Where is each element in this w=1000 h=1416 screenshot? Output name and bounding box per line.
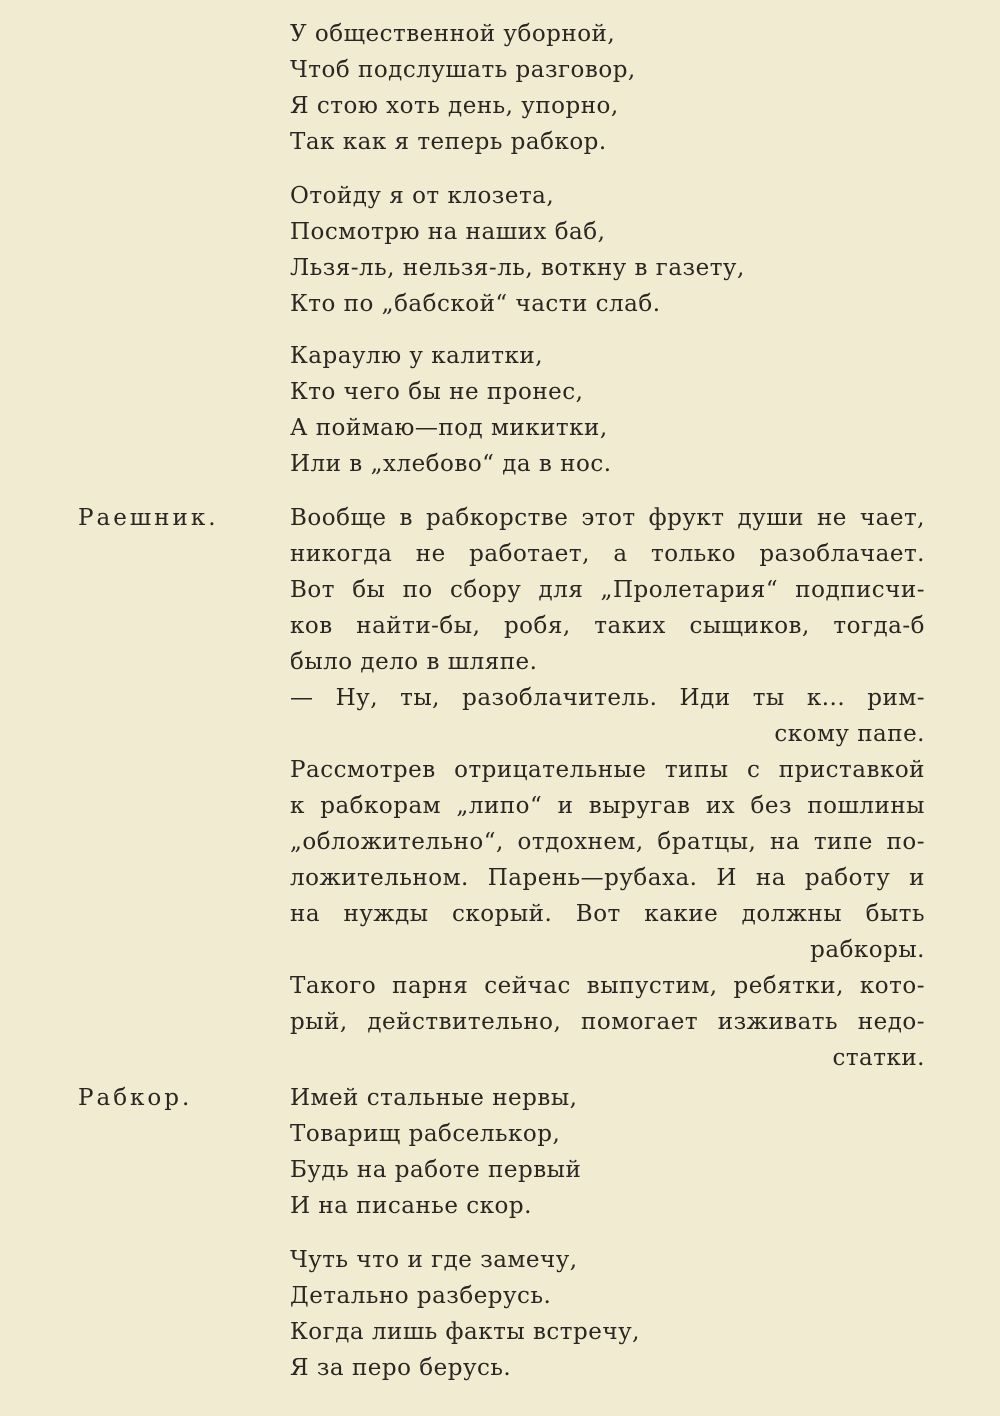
prose-line: „обложительно“, отдохнем, братцы, на типе по- [290,829,925,855]
prose-line: рый, действительно, помогает изживать недо- [290,1009,925,1035]
prose-line: на нужды скорый. Вот какие должны быть [290,901,925,927]
verse-line: Товарищ рабселькор, [290,1121,561,1147]
prose-line-end: скому папе. [774,721,925,747]
verse-line: Имей стальные нервы, [290,1085,578,1111]
verse-stanza-2 [290,178,745,322]
prose-line: никогда не работает, а только разоблачает. [290,541,925,567]
verse-line: Посмотрю на наших баб, [290,219,606,245]
prose-line: Рассмотрев отрицательные типы с приставкой [290,757,925,783]
verse-line: Кто по „бабской“ части слаб. [290,291,661,317]
prose-line: — Ну, ты, разоблачитель. Иди ты к... рим- [290,685,925,711]
prose-line-end: рабкоры. [810,937,925,963]
verse-line: Кто чего бы не пронес, [290,379,584,405]
verse-stanza-1 [290,16,636,160]
verse-line: У общественной уборной, [290,21,616,47]
speaker-raeshnik: Раешник. [78,505,219,531]
verse-line: Чтоб подслушать разговор, [290,57,636,83]
verse-line: Льзя-ль, нельзя-ль, воткну в газету, [290,255,745,281]
speaker-rabkor: Рабкор. [78,1085,193,1111]
verse-stanza-5 [290,1242,640,1386]
verse-line: Так как я теперь рабкор. [290,129,607,155]
verse-line: Я за перо берусь. [290,1355,512,1381]
verse-line: Детально разберусь. [290,1283,552,1309]
prose-line: Вот бы по сбору для „Пролетария“ подписчи- [290,577,925,603]
prose-line: ложительном. Парень—рубаха. И на работу и [290,865,925,891]
verse-line: А поймаю—под микитки, [290,415,608,441]
verse-stanza-4 [290,1080,581,1224]
prose-line: Такого парня сейчас выпустим, ребятки, кото- [290,973,925,999]
prose-line: Вообще в рабкорстве этот фрукт души не чает, [290,505,925,531]
verse-line: Отойду я от клозета, [290,183,555,209]
prose-line-end: статки. [832,1045,925,1071]
verse-line: Когда лишь факты встречу, [290,1319,640,1345]
verse-line: Я стою хоть день, упорно, [290,93,619,119]
verse-stanza-3 [290,338,612,482]
verse-line: Будь на работе первый [290,1157,582,1183]
verse-line: Караулю у калитки, [290,343,544,369]
prose-line: к рабкорам „липо“ и выругав их без пошлины [290,793,925,819]
prose-block-1 [290,500,925,680]
prose-block-4 [290,968,925,1076]
prose-block-2 [290,680,925,752]
prose-block-3 [290,752,925,968]
verse-line: И на писанье скор. [290,1193,532,1219]
verse-line: Чуть что и где замечу, [290,1247,578,1273]
prose-line: было дело в шляпе. [290,649,538,675]
verse-line: Или в „хлебово“ да в нос. [290,451,612,477]
prose-line: ков найти-бы, робя, таких сыщиков, тогда-б [290,613,925,639]
